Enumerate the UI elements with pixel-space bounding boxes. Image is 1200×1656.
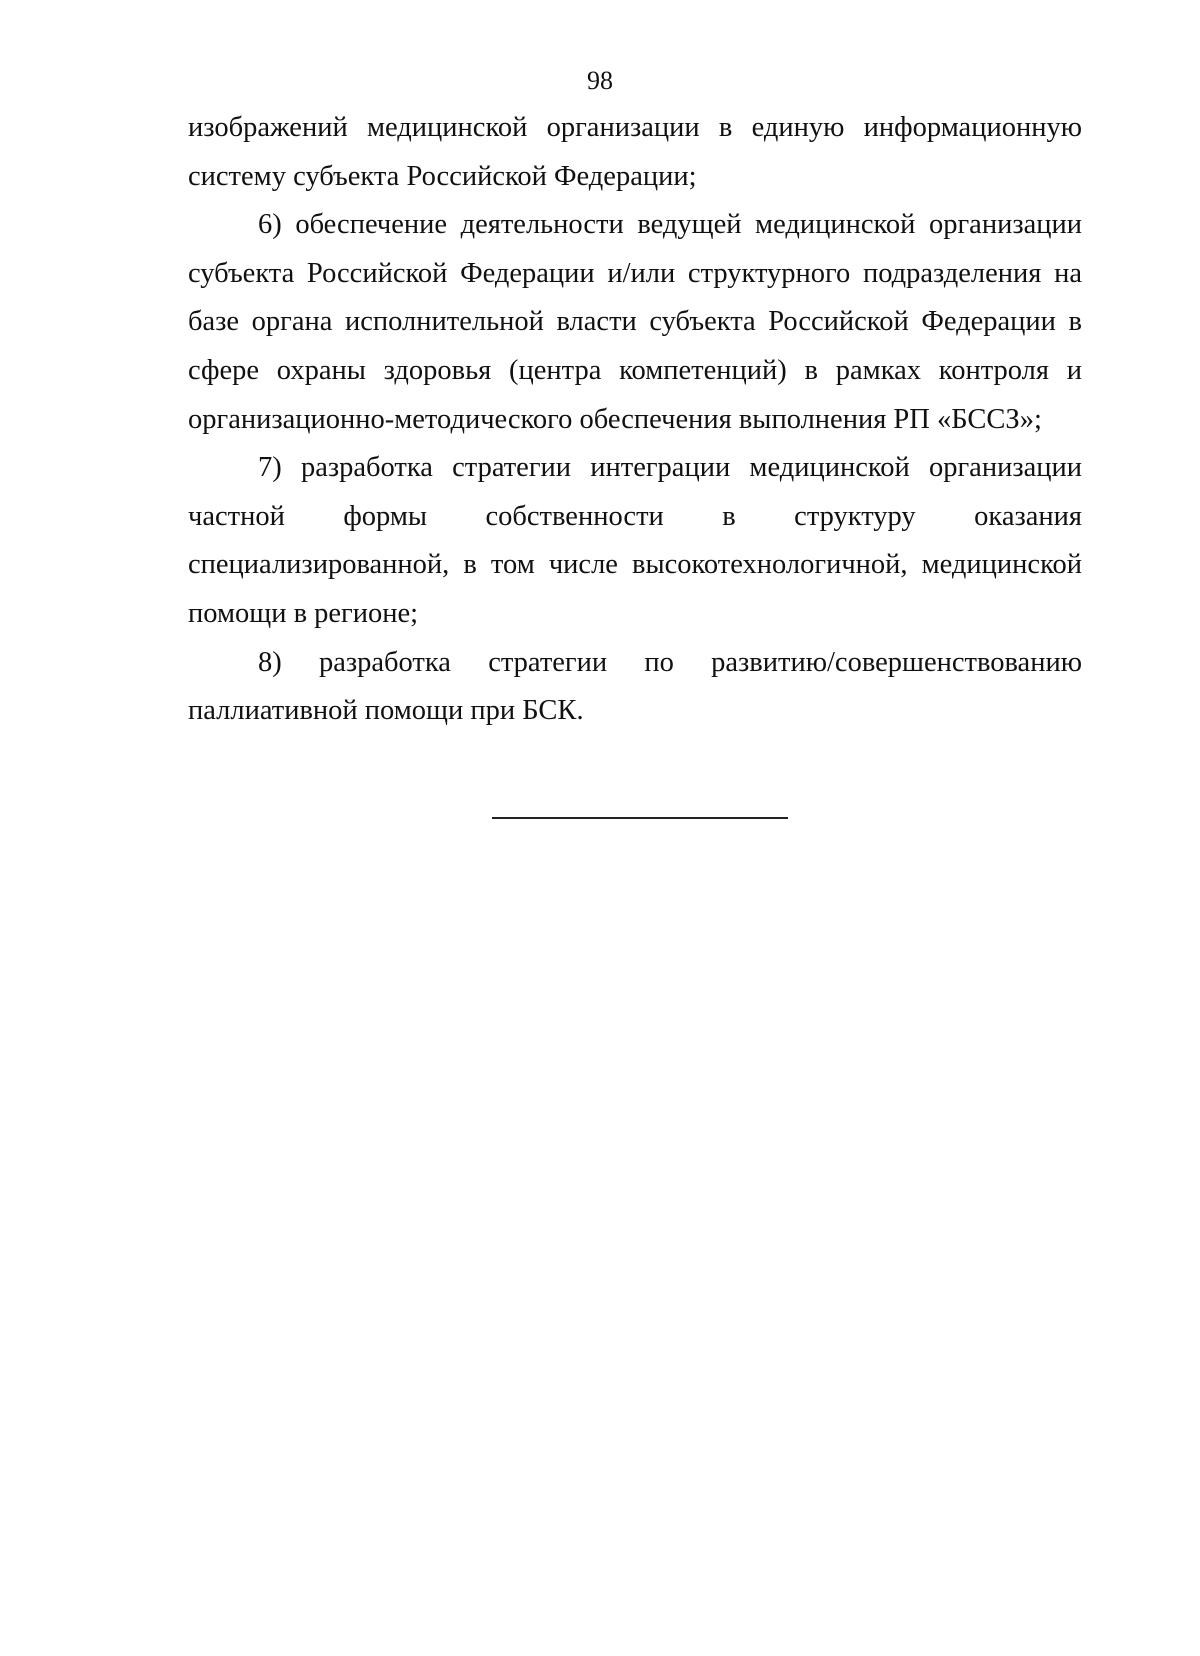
document-body (188, 104, 1082, 736)
list-item-6: 6) обеспечение деятельности ведущей медицинской организации субъекта Российской Федерации и/или структурного подразделения на базе органа исполнительной власти субъекта Российской Федерации в сфере охраны здоровья (центра компетенций) в рамках контроля и организационно-методического обеспечения выполнения РП «БССЗ»; (188, 209, 1082, 435)
list-item-7: 7) разработка стратегии интеграции медицинской организации частной формы собственности в структуру оказания специализированной, в том числе высокотехнологичной, медицинской помощи в регионе; (188, 452, 1082, 629)
list-item-8: 8) разработка стратегии по развитию/совершенствованию паллиативной помощи при БСК. (188, 646, 1082, 727)
end-of-section-rule (492, 817, 788, 819)
page-number: 98 (587, 66, 613, 95)
paragraph-continuation: изображений медицинской организации в единую информационную систему субъекта Российской Федерации; (188, 112, 1082, 192)
